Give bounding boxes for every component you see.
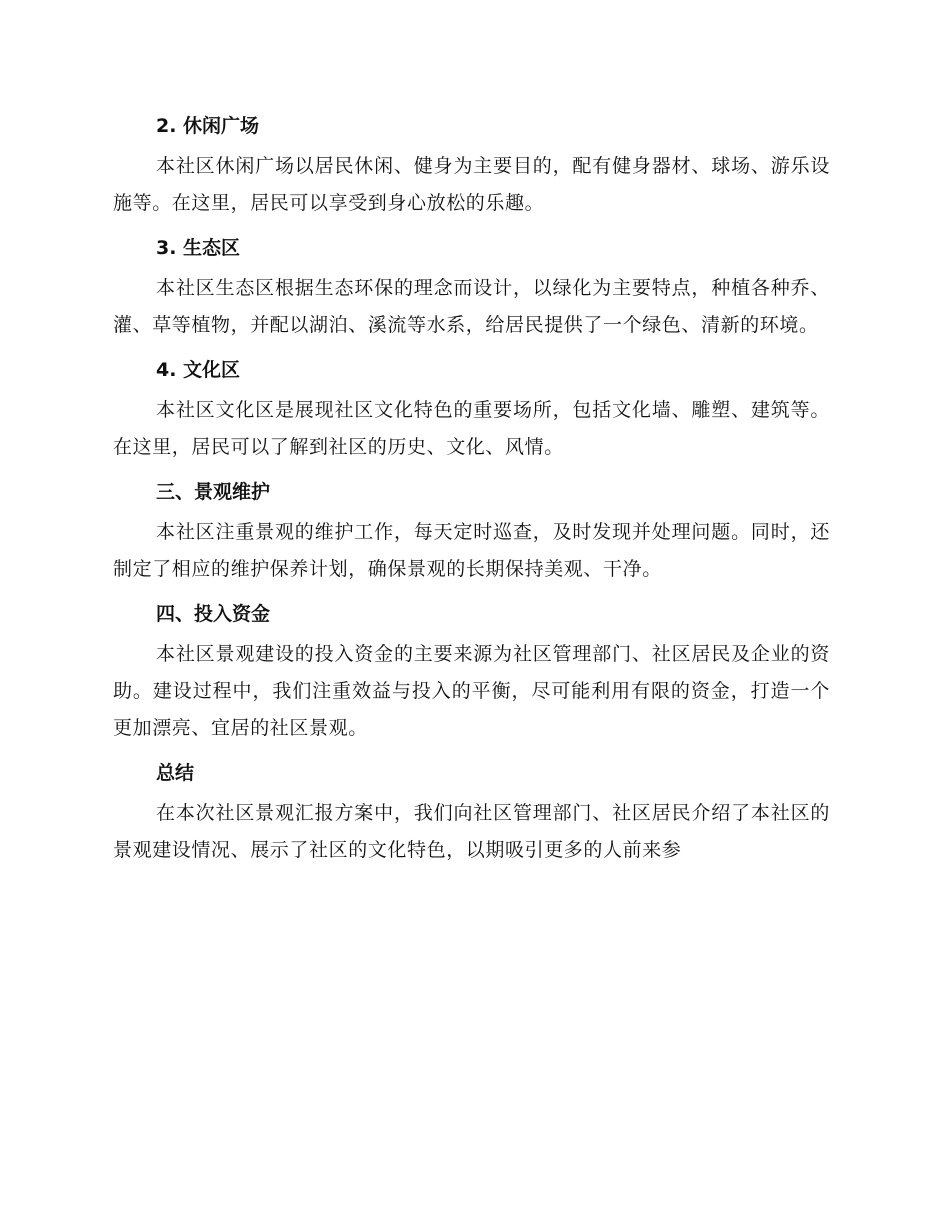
section-heading-eco-zone: 3. 生态区 [156, 237, 241, 259]
section-heading-maintenance: 三、景观维护 [156, 481, 271, 503]
section-text-eco-zone: 本社区生态区根据生态环保的理念而设计，以绿化为主要特点，种植各种乔、灌、草等植物，并配以湖泊、溪流等水系，给居民提供了一个绿色、清新的环境。 [113, 277, 830, 336]
section-heading-funding: 四、投入资金 [156, 603, 271, 625]
section-heading-summary: 总结 [156, 762, 195, 784]
section-text-funding: 本社区景观建设的投入资金的主要来源为社区管理部门、社区居民及企业的资助。建设过程中，我们注重效益与投入的平衡，尽可能利用有限的资金，打造一个更加漂亮、宜居的社区景观。 [113, 643, 830, 739]
section-text-summary: 在本次社区景观汇报方案中，我们向社区管理部门、社区居民介绍了本社区的景观建设情况、展示了社区的文化特色，以期吸引更多的人前来参 [113, 802, 830, 861]
section-text-culture-zone: 本社区文化区是展现社区文化特色的重要场所，包括文化墙、雕塑、建筑等。在这里，居民可以了解到社区的历史、文化、风情。 [113, 399, 830, 458]
section-text-maintenance: 本社区注重景观的维护工作，每天定时巡查，及时发现并处理问题。同时，还制定了相应的维护保养计划，确保景观的长期保持美观、干净。 [113, 521, 830, 580]
section-heading-culture-zone: 4. 文化区 [156, 359, 241, 381]
document-page [113, 108, 830, 877]
section-text-leisure-plaza: 本社区休闲广场以居民休闲、健身为主要目的，配有健身器材、球场、游乐设施等。在这里，居民可以享受到身心放松的乐趣。 [113, 155, 830, 214]
section-heading-leisure-plaza: 2. 休闲广场 [156, 115, 260, 137]
